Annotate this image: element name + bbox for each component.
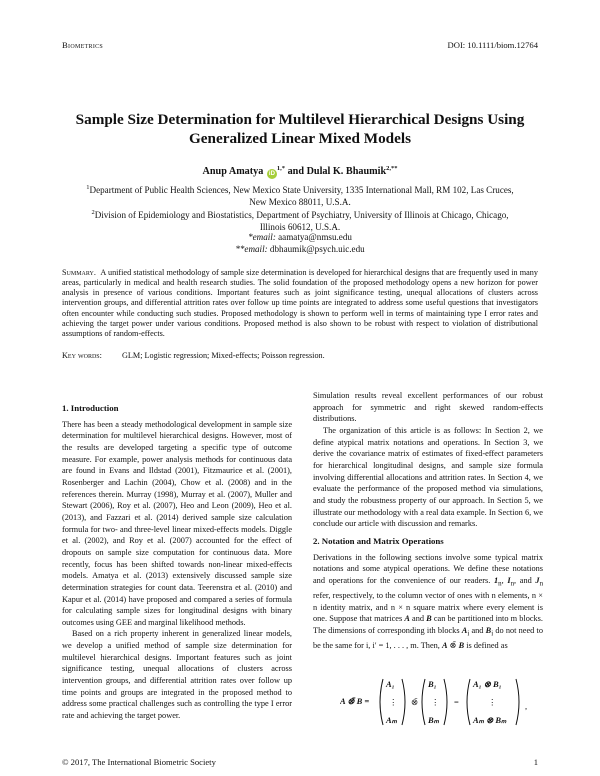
abstract: [62, 268, 538, 339]
right-paragraph-1: Simulation results reveal excellent performances of our robust approach for symmetric and right skewed random-effects distributions.: [313, 391, 543, 424]
summary-text: A unified statistical methodology of sample size determination is developed for hierarchical designs that are frequently used in many areas, particularly in medical and health research studies. The solid foundation of the proposed methodology opens a new horizon for power analysis in presence of various conditions. Important features such as joint significance testing, unequal allocations of clusters across intervention groups, and differential attrition rates over follow up time points are integrated to address some useful questions that investigators often encounter while conducting such studies. Proposed methodology is shown to perform well in terms of maintaining type I error rates and achieving the target power under various conditions. Proposed method is also shown to be robust with respect to violation of distributional assumptions of random-effects.: [62, 268, 538, 338]
eq-b1: B₁: [428, 679, 437, 689]
paren-right-2: [444, 679, 447, 725]
author-2-sup: 2,**: [386, 165, 398, 172]
journal-name: Biometrics: [62, 40, 104, 50]
copyright: © 2017, The International Biometric Society: [62, 757, 216, 767]
summary-label: Summary.: [62, 268, 96, 277]
page-number: 1: [533, 757, 538, 767]
affiliation-2: [80, 207, 520, 234]
right-paragraph-2: The organization of this article is as follows: In Section 2, we define atypical matrix notations and operations. In Section 3, we derive the covariance matrix of estimates of fixed-effect parameters for hierarchical longitudinal designs, and sample size formula involving differential allocations and attrition rates. In Section 4, we evaluate the performance of the proposed method via simulations, and study the robustness property of our approach. In Section 5, we illustrate our methodology with a real data example. In Section 6, we conclude our article with discussion and remarks.: [313, 425, 543, 529]
doi: DOI: 10.1111/biom.12764: [447, 40, 538, 50]
right-column: [313, 390, 543, 652]
email-2: [80, 244, 520, 256]
affiliation-2-text: Division of Epidemiology and Biostatistics, Department of Psychiatry, University of Illinois at Chicago, Chicago, Illinois 60612, U.S.A.: [94, 210, 509, 233]
running-header: [62, 40, 538, 54]
affiliation-1-num: 1: [86, 184, 90, 191]
eq-dots-1: ⋮: [389, 697, 398, 707]
paren-left-3: [467, 679, 470, 725]
author-1-sup: 1,*: [276, 165, 286, 172]
section-1-heading: 1. Introduction: [62, 403, 119, 413]
eq-op: ⊗̄: [411, 697, 419, 707]
eq-end: ,: [525, 701, 528, 711]
eq-equals: =: [454, 697, 459, 707]
keywords: [62, 351, 538, 360]
author-2: Dulal K. Bhaumik: [306, 166, 387, 177]
affiliation-2-num: 2: [91, 209, 95, 216]
email-1-address[interactable]: aamatya@nmsu.edu: [278, 232, 352, 242]
email-1-label: *email:: [248, 232, 276, 242]
eq-dots-3: ⋮: [488, 697, 497, 707]
intro-paragraph-1: There has been a steady methodological development in sample size determination for multilevel hierarchical designs. However, most of the results are developed targeting a specific type of outcome measure. For example, power analysis methods for continuous data are found in Evans and Ildstad (2001), Fitzmaurice et al. (2001), Rosenberger and Lachin (2004), Chow et al. (2008) and in the references therein. Murray (1998), Murray et al. (2007), Muller and Stewart (2006), Roy et al. (2007), Heo and Leon (2009), Heo et al. (2013), and Fazzari et al. (2014) derived sample size calculation formula for two- and three-level linear mixed-effects models. Diggle et al. (2002), and Roy et al. (2007) accounted for the effect of dropouts on sample size computation for continuous data. More recently, focus has been shifted towards non-linear mixed-effects models. Amatya et al. (2013) extensively discussed sample size determination strategies for count data. Teerenstra et al. (2010) and Kapur et al. (2014) have proposed and compared a series of formula for calculating sample sizes for longitudinal designs with binary outcomes using GEE and marginal likelihood methods.: [62, 419, 292, 627]
eq-bm: Bₘ: [428, 715, 439, 725]
right-paragraph-3: Derivations in the following sections involve some typical matrix notations and some atypical operations. We define these notations and operations for the convenience of our readers. $1_n$, $I_n$, and $J_n$ refer, respectively, to the column vector of ones with n elements, n × n identity matrix, and n × n square matrix where every element is one. Suppose that matrices A and B can be partitioned into m blocks. The dimensions of corresponding ith blocks $A_i$ and $B_i$ do not need to be the same for i, i′ = 1, . . . , m. Then, A ⊗̄ B is defined as: [313, 552, 544, 651]
author-and: and: [285, 166, 307, 177]
email-1: [80, 232, 520, 244]
paper-title: Sample Size Determination for Multilevel Hierarchical Designs Using Generalized Linear Mixed Models: [75, 111, 525, 147]
paren-left-2: [422, 679, 425, 725]
author-line: [40, 165, 560, 179]
eq-dots-2: ⋮: [431, 697, 440, 707]
keywords-text: GLM; Logistic regression; Mixed-effects; Poisson regression.: [122, 351, 325, 360]
eq-rm: Aₘ ⊗ Bₘ: [473, 715, 507, 725]
intro-paragraph-2: Based on a rich property inherent in generalized linear models, we develop a unified method of sample size determination for multilevel hierarchical designs. Important features such as joint significance testing, unequal allocations of clusters across intervention groups, and differential attrition rates over follow up time points and groups are integrated in the proposed method to address some practical challenges such as controlling the type I error rate and achieving the target power.: [62, 629, 292, 721]
author-1: Anup Amatya: [202, 166, 264, 177]
eq-a1: A₁: [386, 679, 395, 689]
paren-left-1: [380, 679, 383, 725]
keywords-label: Key words:: [62, 351, 102, 360]
paren-right-3: [516, 679, 519, 725]
eq-lhs: A ⊗̄ B =: [340, 696, 370, 706]
affiliation-1: [80, 182, 520, 209]
block-kronecker-equation: [340, 675, 540, 730]
eq-r1: A₁ ⊗ B₁: [473, 679, 502, 689]
paren-right-1: [402, 679, 405, 725]
eq-am: Aₘ: [386, 715, 397, 725]
left-column: [62, 403, 292, 722]
email-2-label: **email:: [235, 244, 268, 254]
orcid-icon[interactable]: iD: [268, 171, 275, 177]
email-2-address[interactable]: dbhaumik@psych.uic.edu: [269, 244, 365, 254]
section-2-heading: 2. Notation and Matrix Operations: [313, 535, 444, 546]
affiliation-1-text: Department of Public Health Sciences, New Mexico State University, 1335 International Mall, RM 102, Las Cruces, New Mexico 88011, U.S.A.: [89, 185, 514, 208]
